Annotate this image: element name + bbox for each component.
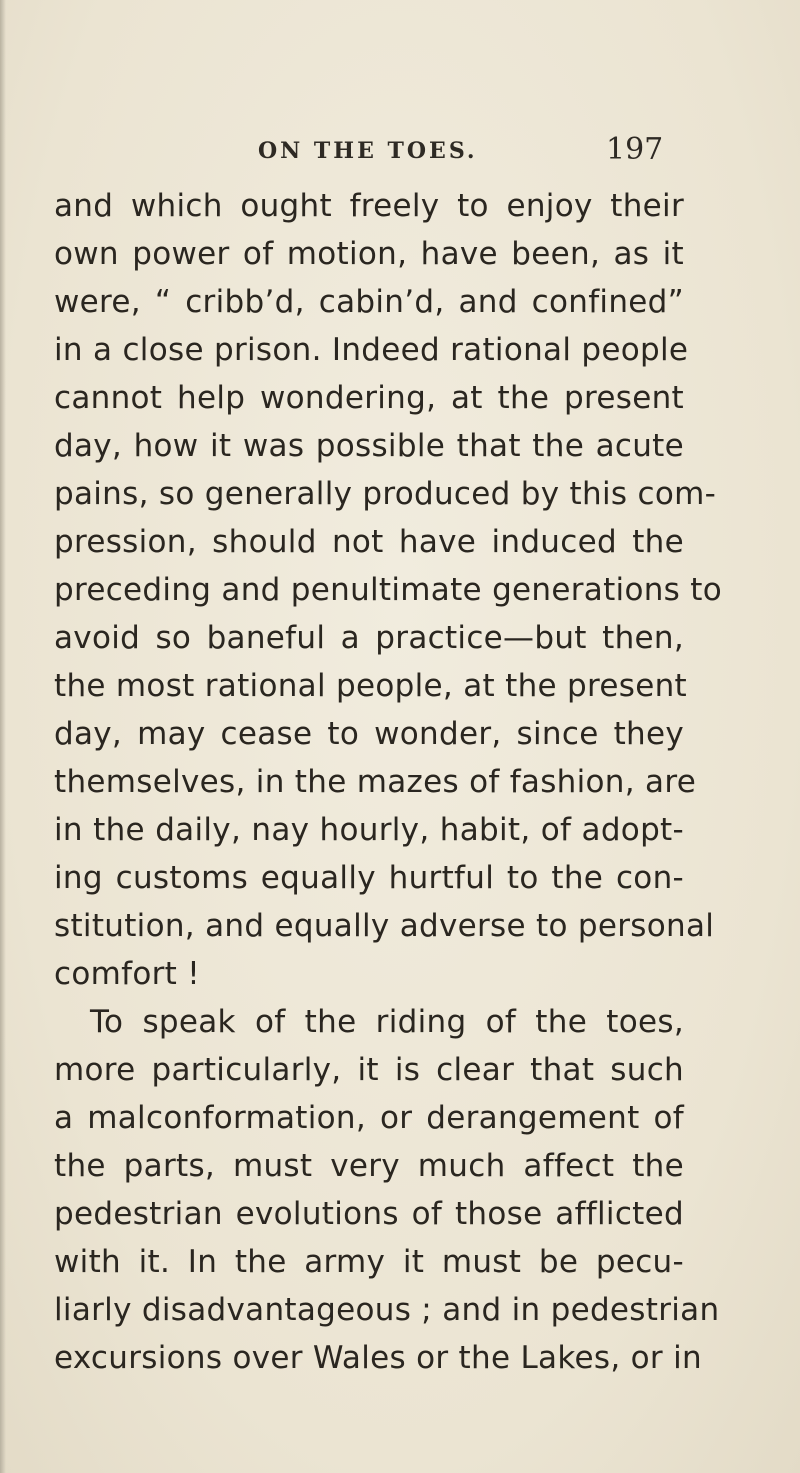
text-line: ing customs equally hurtful to the con- [54,860,684,896]
text-line: own power of motion, have been, as it [54,236,684,272]
text-line: pains, so generally produced by this com- [54,476,717,512]
text-line: and which ought freely to enjoy their [54,188,684,224]
text-line: pression, should not have induced the [54,524,684,560]
text-line: in a close prison. Indeed rational people [54,332,689,368]
text-line: preceding and penultimate generations to [54,572,722,608]
text-line: avoid so baneful a practice—but then, [54,620,684,656]
text-line: day, how it was possible that the acute [54,428,684,464]
text-line: with it. In the army it must be pecu- [54,1244,684,1280]
text-line: were, “ cribb’d, cabin’d, and confined” [54,284,684,320]
text-line: more particularly, it is clear that such [54,1052,684,1088]
paragraph-end-line: comfort ! [54,956,200,992]
text-line: liarly disadvantageous ; and in pedestrian [54,1292,720,1328]
text-line: pedestrian evolutions of those afflicted [54,1196,684,1232]
text-line: cannot help wondering, at the present [54,380,684,416]
text-line: themselves, in the mazes of fashion, are [54,764,697,800]
text-line: the most rational people, at the present [54,668,687,704]
page-number: 197 [606,132,664,167]
page-header [0,132,800,178]
paragraph-start-line: To speak of the riding of the toes, [90,1004,684,1040]
text-line: a malconformation, or derangement of [54,1100,684,1136]
text-line: day, may cease to wonder, since they [54,716,684,752]
text-line: stitution, and equally adverse to personal [54,908,715,944]
running-head: ON THE TOES. [258,138,478,164]
page-edge-shadow [0,0,6,1473]
text-line: excursions over Wales or the Lakes, or in [54,1340,702,1376]
text-line: the parts, must very much affect the [54,1148,684,1184]
text-line: in the daily, nay hourly, habit, of adopt- [54,812,684,848]
body-text [54,182,722,1382]
